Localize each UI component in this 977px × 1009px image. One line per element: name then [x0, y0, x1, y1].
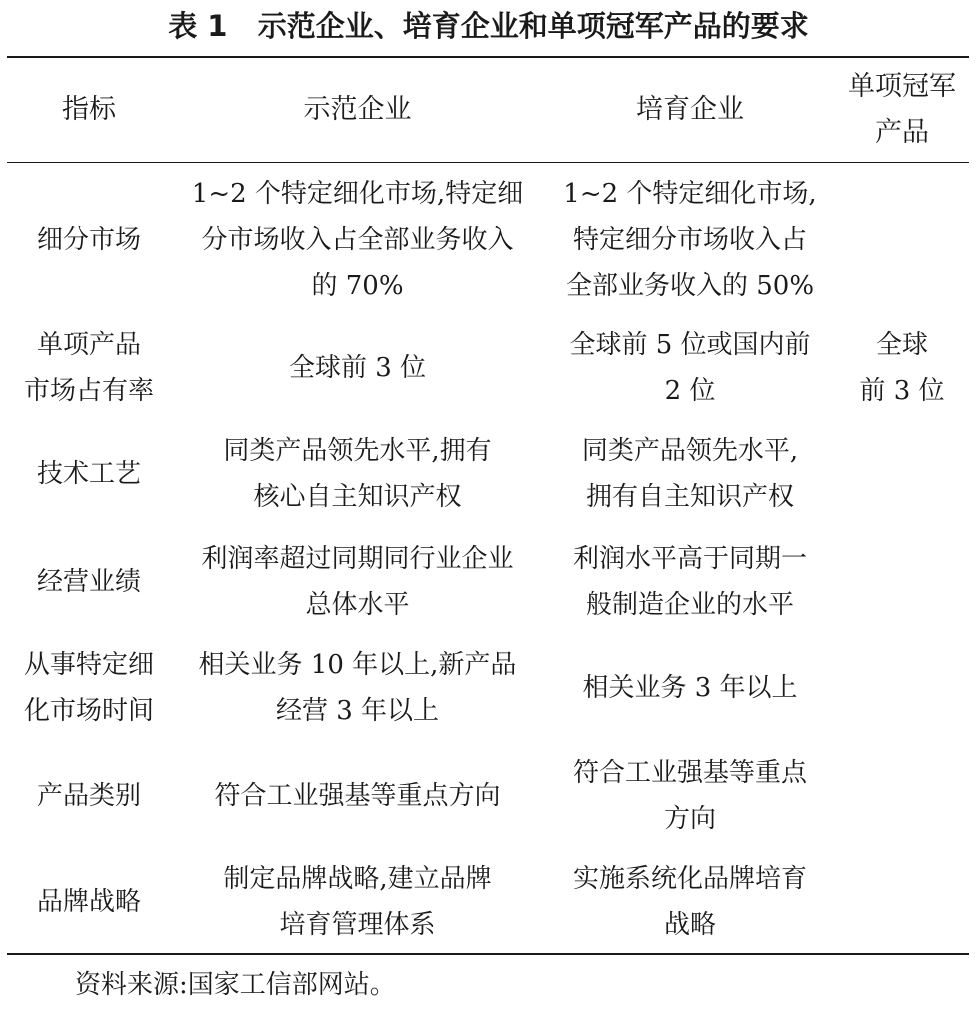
row-category-indicator: 产品类别: [36, 781, 141, 811]
row-duration-champion: [836, 640, 968, 736]
header-cultivation-enterprise: 培育企业: [636, 94, 744, 125]
row-share-champion: 全球 前 3 位: [859, 330, 945, 406]
row-brand-demo: 制定品牌战略,建立品牌 培育管理体系: [223, 864, 492, 940]
row-performance-cultivation: 利润水平高于同期一 般制造企业的水平: [572, 544, 807, 620]
row-tech-demo: 同类产品领先水平,拥有 核心自主知识产权: [223, 436, 492, 512]
row-share-cultivation: 全球前 5 位或国内前 2 位: [569, 330, 811, 406]
header-champion-product: 单项冠军 产品: [848, 71, 956, 148]
row-market-demo: 1~2 个特定细化市场,特定细 分市场收入占全部业务收入 的 70%: [191, 179, 524, 301]
row-duration-indicator: 从事特定细 化市场时间: [23, 650, 154, 726]
row-category-demo: 符合工业强基等重点方向: [214, 781, 501, 811]
header-demonstration-enterprise: 示范企业: [303, 94, 412, 125]
header-rule: [7, 162, 969, 163]
top-rule: [7, 56, 969, 58]
row-share-indicator: 单项产品 市场占有率: [23, 330, 154, 406]
row-share-demo: 全球前 3 位: [288, 353, 427, 383]
row-duration-demo: 相关业务 10 年以上,新产品 经营 3 年以上: [198, 650, 517, 726]
row-brand-indicator: 品牌战略: [36, 887, 141, 917]
row-market-champion: [836, 170, 968, 310]
row-tech-indicator: 技术工艺: [36, 459, 141, 489]
row-tech-champion: [836, 426, 968, 522]
row-brand-cultivation: 实施系统化品牌培育 战略: [572, 864, 807, 940]
source-note: 资料来源:国家工信部网站。: [75, 970, 396, 1000]
row-category-cultivation: 符合工业强基等重点 方向: [572, 758, 807, 834]
row-duration-cultivation: 相关业务 3 年以上: [582, 673, 798, 703]
row-performance-demo: 利润率超过同期同行业企业 总体水平: [201, 544, 514, 620]
header-indicator: 指标: [62, 94, 116, 125]
row-market-cultivation: 1~2 个特定细化市场, 特定细分市场收入占 全部业务收入的 50%: [563, 179, 817, 301]
row-brand-champion: [836, 854, 968, 950]
bottom-rule: [7, 953, 969, 955]
row-tech-cultivation: 同类产品领先水平, 拥有自主知识产权: [581, 436, 799, 512]
row-market-indicator: 细分市场: [36, 225, 141, 255]
row-performance-champion: [836, 534, 968, 630]
table-title: 表 1 示范企业、培育企业和单项冠军产品的要求: [168, 9, 809, 43]
row-performance-indicator: 经营业绩: [36, 567, 141, 597]
row-category-champion: [836, 748, 968, 844]
